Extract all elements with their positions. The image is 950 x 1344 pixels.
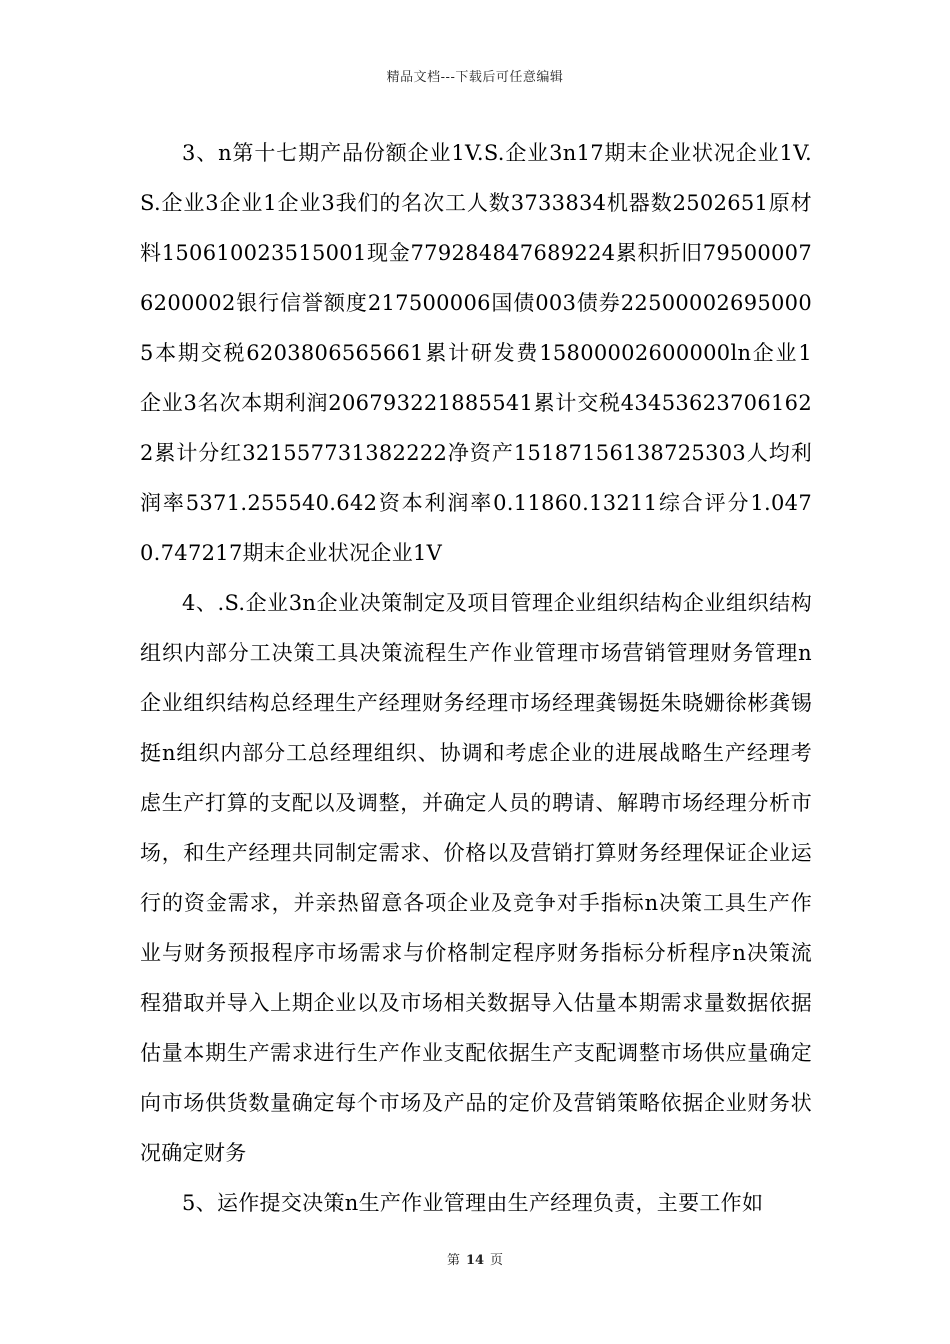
page-number-prefix: 第 (446, 1253, 460, 1268)
paragraph-4: 4、.S.企业3n企业决策制定及项目管理企业组织结构企业组织结构组织内部分工决策工具决策流程生产作业管理市场营销管理财务管理n企业组织结构总经理生产经理财务经理市场经理龚锡挺朱晓姗徐彬龚锡挺n组织内部分工总经理组织、协调和考虑企业的进展战略生产经理考虑生产打算的支配以及调整，并确定人员的聘请、解聘市场经理分析市场，和生产经理共同制定需求、价格以及营销打算财务经理保证企业运行的资金需求，并亲热留意各项企业及竞争对手指标n决策工具生产作业与财务预报程序市场需求与价格制定程序财务指标分析程序n决策流程猎取并导入上期企业以及市场相关数据导入估量本期需求量数据依据估量本期生产需求进行生产作业支配依据生产支配调整市场供应量确定向市场供货数量确定每个市场及产品的定价及营销策略依据企业财务状况确定财务 (140, 591, 812, 1165)
page-number: 14 (465, 1253, 485, 1268)
paragraph-3: 3、n第十七期产品份额企业1V.S.企业3n17期末企业状况企业1V.S.企业3企业1企业3我们的名次工人数3733834机器数2502651原材料150610023515001现金779284847689224累积折旧795000076200002银行信誉额度217500006国债003债券225000026950005本期交税6203806565661累计研发费15800002600000ln企业1企业3名次本期利润206793221885541累计交税434536237061622累计分红321557731382222净资产15187156138725303人均利润率5371.255540.642资本利润率0.11860.13211综合评分1.0470.747217期末企业状况企业1V (140, 141, 812, 565)
document-body (140, 128, 812, 1228)
paragraph-5: 5、运作提交决策n生产作业管理由生产经理负责，主要工作如 (182, 1191, 764, 1215)
page-footer (0, 1249, 950, 1268)
page-header: 精品文档---下载后可任意编辑 (386, 70, 564, 85)
page-number-suffix: 页 (490, 1253, 504, 1268)
